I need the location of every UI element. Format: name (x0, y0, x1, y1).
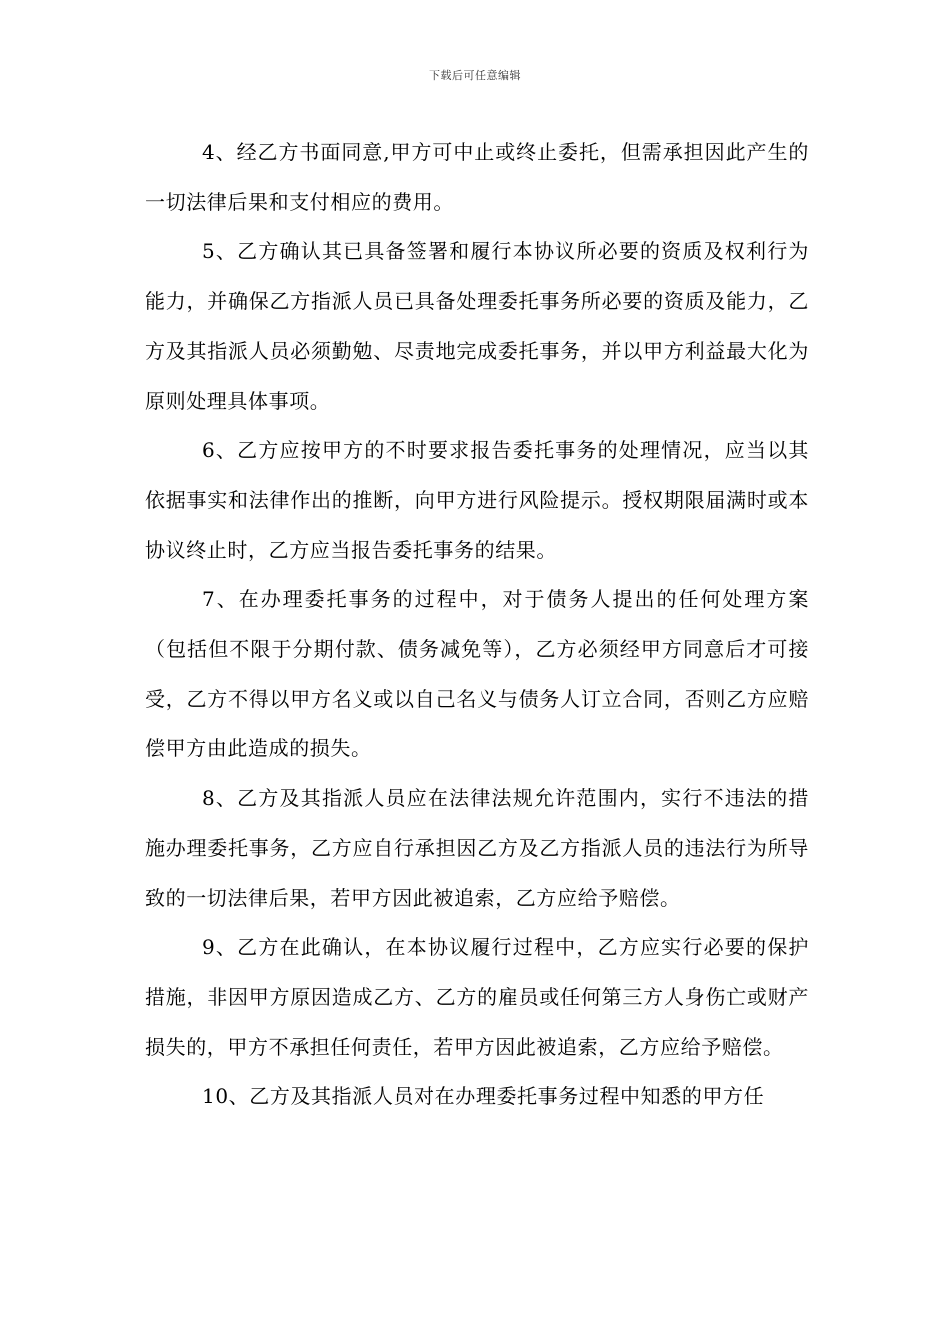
clause-10: 10、乙方及其指派人员对在办理委托事务过程中知悉的甲方任 (202, 1084, 765, 1109)
clause-7: 7、在办理委托事务的过程中，对于债务人提出的任何处理方案（包括但不限于分期付款、债务减免等），乙方必须经甲方同意后才可接受，乙方不得以甲方名义或以自己名义与债务人订立合同，否则乙方应赔偿甲方由此造成的损失。 (145, 587, 809, 761)
clause-8: 8、乙方及其指派人员应在法律法规允许范围内，实行不违法的措施办理委托事务，乙方应自行承担因乙方及乙方指派人员的违法行为所导致的一切法律后果，若甲方因此被追索，乙方应给予赔偿。 (145, 786, 809, 910)
clause-4: 4、经乙方书面同意,甲方可中止或终止委托，但需承担因此产生的一切法律后果和支付相应的费用。 (145, 140, 809, 214)
clause-9: 9、乙方在此确认，在本协议履行过程中，乙方应实行必要的保护措施，非因甲方原因造成乙方、乙方的雇员或任何第三方人身伤亡或财产损失的，甲方不承担任何责任，若甲方因此被追索，乙方应给予赔偿。 (145, 935, 809, 1059)
page-header: 下载后可任意编辑 (429, 69, 521, 82)
clause-6: 6、乙方应按甲方的不时要求报告委托事务的处理情况，应当以其依据事实和法律作出的推断，向甲方进行风险提示。授权期限届满时或本协议终止时，乙方应当报告委托事务的结果。 (145, 438, 809, 562)
document-body (145, 128, 809, 1122)
clause-5: 5、乙方确认其已具备签署和履行本协议所必要的资质及权利行为能力，并确保乙方指派人员已具备处理委托事务所必要的资质及能力，乙方及其指派人员必须勤勉、尽责地完成委托事务，并以甲方利益最大化为原则处理具体事项。 (145, 239, 809, 413)
